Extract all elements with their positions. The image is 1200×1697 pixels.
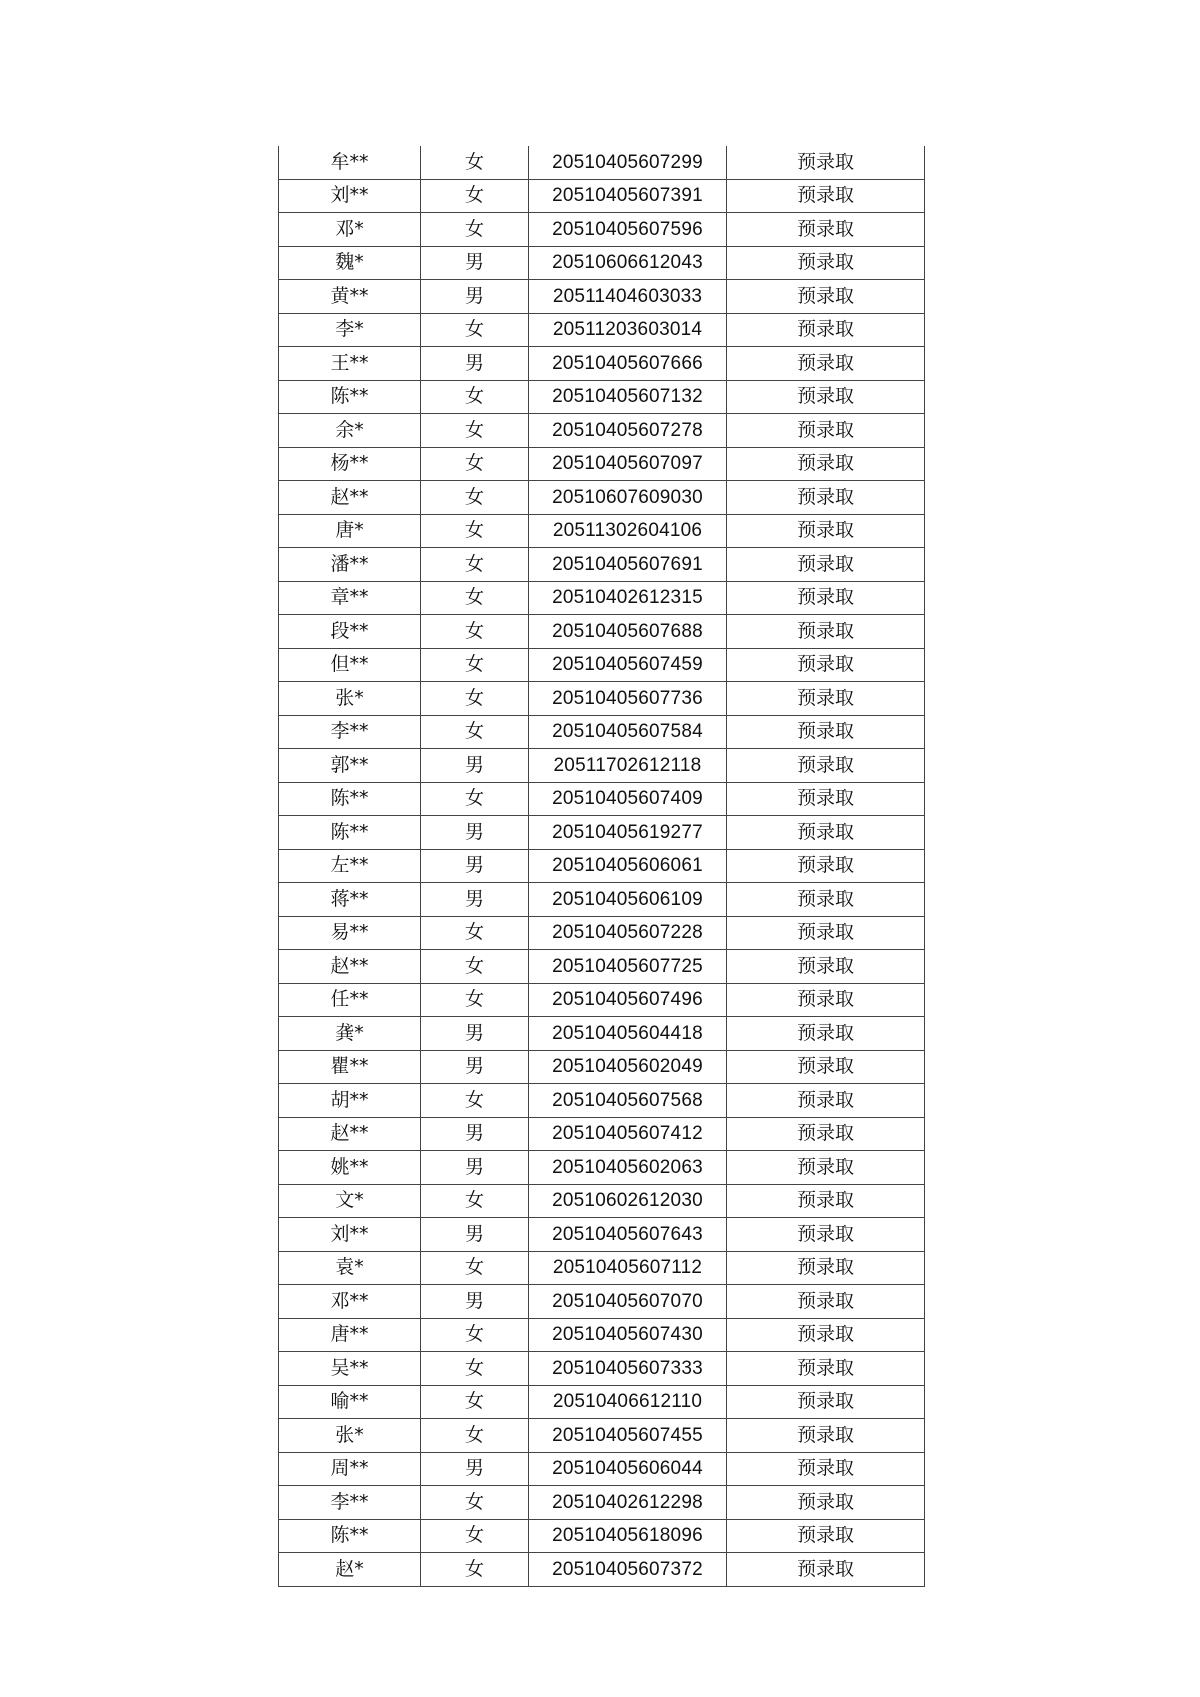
name-cell: 杨** bbox=[279, 447, 421, 481]
gender-cell: 女 bbox=[421, 481, 529, 515]
status-cell: 预录取 bbox=[727, 1251, 925, 1285]
table-row bbox=[279, 1050, 925, 1084]
candidate-id-cell: 20510405607455 bbox=[529, 1419, 727, 1453]
gender-cell: 女 bbox=[421, 950, 529, 984]
status-cell: 预录取 bbox=[727, 782, 925, 816]
table-row bbox=[279, 849, 925, 883]
status-cell: 预录取 bbox=[727, 883, 925, 917]
status-cell: 预录取 bbox=[727, 916, 925, 950]
gender-cell: 女 bbox=[421, 648, 529, 682]
table-row bbox=[279, 347, 925, 381]
table-row bbox=[279, 916, 925, 950]
candidate-id-cell: 20510405607112 bbox=[529, 1251, 727, 1285]
gender-cell: 女 bbox=[421, 1084, 529, 1118]
status-cell: 预录取 bbox=[727, 1486, 925, 1520]
candidate-id-cell: 20510607609030 bbox=[529, 481, 727, 515]
gender-cell: 男 bbox=[421, 1218, 529, 1252]
gender-cell: 女 bbox=[421, 1519, 529, 1553]
candidate-id-cell: 20510405607430 bbox=[529, 1318, 727, 1352]
status-cell: 预录取 bbox=[727, 1184, 925, 1218]
gender-cell: 女 bbox=[421, 313, 529, 347]
status-cell: 预录取 bbox=[727, 447, 925, 481]
name-cell: 蒋** bbox=[279, 883, 421, 917]
table-row bbox=[279, 883, 925, 917]
table-row bbox=[279, 548, 925, 582]
name-cell: 赵** bbox=[279, 481, 421, 515]
status-cell: 预录取 bbox=[727, 280, 925, 314]
name-cell: 邓* bbox=[279, 213, 421, 247]
candidate-id-cell: 20510405607299 bbox=[529, 146, 727, 179]
name-cell: 赵** bbox=[279, 950, 421, 984]
table-row bbox=[279, 179, 925, 213]
candidate-id-cell: 20510405607496 bbox=[529, 983, 727, 1017]
name-cell: 李** bbox=[279, 715, 421, 749]
name-cell: 任** bbox=[279, 983, 421, 1017]
candidate-id-cell: 20511203603014 bbox=[529, 313, 727, 347]
name-cell: 段** bbox=[279, 615, 421, 649]
status-cell: 预录取 bbox=[727, 715, 925, 749]
name-cell: 吴** bbox=[279, 1352, 421, 1386]
table-row bbox=[279, 950, 925, 984]
gender-cell: 男 bbox=[421, 280, 529, 314]
status-cell: 预录取 bbox=[727, 414, 925, 448]
gender-cell: 男 bbox=[421, 347, 529, 381]
gender-cell: 男 bbox=[421, 1285, 529, 1319]
name-cell: 陈** bbox=[279, 816, 421, 850]
gender-cell: 女 bbox=[421, 1184, 529, 1218]
candidate-id-cell: 20510405606109 bbox=[529, 883, 727, 917]
table-row bbox=[279, 1352, 925, 1386]
candidate-id-cell: 20510405602049 bbox=[529, 1050, 727, 1084]
gender-cell: 女 bbox=[421, 146, 529, 179]
status-cell: 预录取 bbox=[727, 1084, 925, 1118]
candidate-id-cell: 20510405604418 bbox=[529, 1017, 727, 1051]
candidate-id-cell: 20510405607584 bbox=[529, 715, 727, 749]
status-cell: 预录取 bbox=[727, 146, 925, 179]
candidate-id-cell: 20511404603033 bbox=[529, 280, 727, 314]
gender-cell: 男 bbox=[421, 1050, 529, 1084]
table-row bbox=[279, 1318, 925, 1352]
candidate-id-cell: 20510405607643 bbox=[529, 1218, 727, 1252]
gender-cell: 女 bbox=[421, 414, 529, 448]
status-cell: 预录取 bbox=[727, 816, 925, 850]
status-cell: 预录取 bbox=[727, 1050, 925, 1084]
status-cell: 预录取 bbox=[727, 1318, 925, 1352]
status-cell: 预录取 bbox=[727, 1218, 925, 1252]
name-cell: 唐* bbox=[279, 514, 421, 548]
gender-cell: 女 bbox=[421, 514, 529, 548]
name-cell: 文* bbox=[279, 1184, 421, 1218]
name-cell: 龚* bbox=[279, 1017, 421, 1051]
candidate-id-cell: 20510405607132 bbox=[529, 380, 727, 414]
table-row bbox=[279, 749, 925, 783]
table-row bbox=[279, 1419, 925, 1453]
gender-cell: 女 bbox=[421, 715, 529, 749]
name-cell: 易** bbox=[279, 916, 421, 950]
table-row bbox=[279, 246, 925, 280]
table-row bbox=[279, 816, 925, 850]
candidate-id-cell: 20510405607372 bbox=[529, 1553, 727, 1587]
table-row bbox=[279, 1519, 925, 1553]
gender-cell: 女 bbox=[421, 916, 529, 950]
gender-cell: 女 bbox=[421, 380, 529, 414]
name-cell: 潘** bbox=[279, 548, 421, 582]
name-cell: 章** bbox=[279, 581, 421, 615]
candidate-id-cell: 20510405607412 bbox=[529, 1117, 727, 1151]
status-cell: 预录取 bbox=[727, 615, 925, 649]
status-cell: 预录取 bbox=[727, 213, 925, 247]
status-cell: 预录取 bbox=[727, 983, 925, 1017]
candidate-id-cell: 20510406612110 bbox=[529, 1385, 727, 1419]
table-row bbox=[279, 782, 925, 816]
status-cell: 预录取 bbox=[727, 1017, 925, 1051]
candidate-id-cell: 20510405602063 bbox=[529, 1151, 727, 1185]
candidate-id-cell: 20510602612030 bbox=[529, 1184, 727, 1218]
gender-cell: 女 bbox=[421, 213, 529, 247]
table-row bbox=[279, 1017, 925, 1051]
gender-cell: 男 bbox=[421, 246, 529, 280]
candidate-id-cell: 20510405607459 bbox=[529, 648, 727, 682]
name-cell: 左** bbox=[279, 849, 421, 883]
table-row bbox=[279, 280, 925, 314]
name-cell: 唐** bbox=[279, 1318, 421, 1352]
status-cell: 预录取 bbox=[727, 749, 925, 783]
candidate-id-cell: 20510405607391 bbox=[529, 179, 727, 213]
candidate-id-cell: 20510405607688 bbox=[529, 615, 727, 649]
status-cell: 预录取 bbox=[727, 1285, 925, 1319]
candidate-id-cell: 20510405618096 bbox=[529, 1519, 727, 1553]
name-cell: 郭** bbox=[279, 749, 421, 783]
candidate-id-cell: 20510405607666 bbox=[529, 347, 727, 381]
name-cell: 陈** bbox=[279, 380, 421, 414]
table-row bbox=[279, 1452, 925, 1486]
gender-cell: 女 bbox=[421, 1352, 529, 1386]
candidate-id-cell: 20511302604106 bbox=[529, 514, 727, 548]
table-row bbox=[279, 1084, 925, 1118]
admission-table bbox=[278, 146, 925, 1587]
candidate-id-cell: 20510405606044 bbox=[529, 1452, 727, 1486]
status-cell: 预录取 bbox=[727, 347, 925, 381]
gender-cell: 女 bbox=[421, 447, 529, 481]
table-row bbox=[279, 481, 925, 515]
table-row bbox=[279, 447, 925, 481]
name-cell: 赵** bbox=[279, 1117, 421, 1151]
status-cell: 预录取 bbox=[727, 179, 925, 213]
name-cell: 陈** bbox=[279, 782, 421, 816]
name-cell: 刘** bbox=[279, 1218, 421, 1252]
name-cell: 姚** bbox=[279, 1151, 421, 1185]
status-cell: 预录取 bbox=[727, 1151, 925, 1185]
name-cell: 袁* bbox=[279, 1251, 421, 1285]
name-cell: 刘** bbox=[279, 179, 421, 213]
name-cell: 黄** bbox=[279, 280, 421, 314]
name-cell: 陈** bbox=[279, 1519, 421, 1553]
gender-cell: 女 bbox=[421, 1318, 529, 1352]
table-row bbox=[279, 682, 925, 716]
candidate-id-cell: 20510405607691 bbox=[529, 548, 727, 582]
table-row bbox=[279, 983, 925, 1017]
gender-cell: 女 bbox=[421, 581, 529, 615]
gender-cell: 女 bbox=[421, 983, 529, 1017]
table-row bbox=[279, 1184, 925, 1218]
status-cell: 预录取 bbox=[727, 950, 925, 984]
name-cell: 魏* bbox=[279, 246, 421, 280]
name-cell: 周** bbox=[279, 1452, 421, 1486]
gender-cell: 女 bbox=[421, 1486, 529, 1520]
gender-cell: 女 bbox=[421, 179, 529, 213]
candidate-id-cell: 20510405619277 bbox=[529, 816, 727, 850]
table-row bbox=[279, 581, 925, 615]
status-cell: 预录取 bbox=[727, 380, 925, 414]
name-cell: 但** bbox=[279, 648, 421, 682]
status-cell: 预录取 bbox=[727, 1519, 925, 1553]
name-cell: 余* bbox=[279, 414, 421, 448]
gender-cell: 男 bbox=[421, 1017, 529, 1051]
gender-cell: 男 bbox=[421, 816, 529, 850]
status-cell: 预录取 bbox=[727, 548, 925, 582]
status-cell: 预录取 bbox=[727, 1419, 925, 1453]
table-row bbox=[279, 146, 925, 179]
gender-cell: 女 bbox=[421, 1419, 529, 1453]
gender-cell: 女 bbox=[421, 1385, 529, 1419]
candidate-id-cell: 20510405607736 bbox=[529, 682, 727, 716]
candidate-id-cell: 20510405607568 bbox=[529, 1084, 727, 1118]
name-cell: 赵* bbox=[279, 1553, 421, 1587]
gender-cell: 女 bbox=[421, 1251, 529, 1285]
status-cell: 预录取 bbox=[727, 246, 925, 280]
gender-cell: 男 bbox=[421, 1151, 529, 1185]
table-row bbox=[279, 615, 925, 649]
table-row bbox=[279, 380, 925, 414]
status-cell: 预录取 bbox=[727, 682, 925, 716]
table-row bbox=[279, 1117, 925, 1151]
candidate-id-cell: 20510402612298 bbox=[529, 1486, 727, 1520]
status-cell: 预录取 bbox=[727, 849, 925, 883]
status-cell: 预录取 bbox=[727, 514, 925, 548]
candidate-id-cell: 20510405607725 bbox=[529, 950, 727, 984]
gender-cell: 女 bbox=[421, 548, 529, 582]
status-cell: 预录取 bbox=[727, 1553, 925, 1587]
table-row bbox=[279, 514, 925, 548]
gender-cell: 男 bbox=[421, 883, 529, 917]
status-cell: 预录取 bbox=[727, 648, 925, 682]
status-cell: 预录取 bbox=[727, 1452, 925, 1486]
table-row bbox=[279, 1151, 925, 1185]
candidate-id-cell: 20510405607097 bbox=[529, 447, 727, 481]
candidate-id-cell: 20510402612315 bbox=[529, 581, 727, 615]
gender-cell: 男 bbox=[421, 1117, 529, 1151]
status-cell: 预录取 bbox=[727, 581, 925, 615]
candidate-id-cell: 20510405607070 bbox=[529, 1285, 727, 1319]
gender-cell: 女 bbox=[421, 1553, 529, 1587]
table-body bbox=[279, 146, 925, 1586]
candidate-id-cell: 20510405607596 bbox=[529, 213, 727, 247]
name-cell: 瞿** bbox=[279, 1050, 421, 1084]
name-cell: 牟** bbox=[279, 146, 421, 179]
name-cell: 王** bbox=[279, 347, 421, 381]
candidate-id-cell: 20511702612118 bbox=[529, 749, 727, 783]
name-cell: 李** bbox=[279, 1486, 421, 1520]
gender-cell: 女 bbox=[421, 682, 529, 716]
candidate-id-cell: 20510606612043 bbox=[529, 246, 727, 280]
candidate-id-cell: 20510405607409 bbox=[529, 782, 727, 816]
name-cell: 李* bbox=[279, 313, 421, 347]
table-row bbox=[279, 313, 925, 347]
gender-cell: 男 bbox=[421, 1452, 529, 1486]
status-cell: 预录取 bbox=[727, 481, 925, 515]
candidate-id-cell: 20510405607278 bbox=[529, 414, 727, 448]
status-cell: 预录取 bbox=[727, 1352, 925, 1386]
status-cell: 预录取 bbox=[727, 1117, 925, 1151]
candidate-id-cell: 20510405607333 bbox=[529, 1352, 727, 1386]
table-row bbox=[279, 1385, 925, 1419]
candidate-id-cell: 20510405607228 bbox=[529, 916, 727, 950]
table-row bbox=[279, 414, 925, 448]
table-row bbox=[279, 213, 925, 247]
table-row bbox=[279, 648, 925, 682]
gender-cell: 男 bbox=[421, 849, 529, 883]
gender-cell: 男 bbox=[421, 749, 529, 783]
table-row bbox=[279, 1251, 925, 1285]
name-cell: 喻** bbox=[279, 1385, 421, 1419]
status-cell: 预录取 bbox=[727, 313, 925, 347]
table-row bbox=[279, 1285, 925, 1319]
table-row bbox=[279, 1486, 925, 1520]
table-row bbox=[279, 715, 925, 749]
name-cell: 胡** bbox=[279, 1084, 421, 1118]
name-cell: 邓** bbox=[279, 1285, 421, 1319]
table-row bbox=[279, 1553, 925, 1587]
gender-cell: 女 bbox=[421, 615, 529, 649]
candidate-id-cell: 20510405606061 bbox=[529, 849, 727, 883]
status-cell: 预录取 bbox=[727, 1385, 925, 1419]
table-row bbox=[279, 1218, 925, 1252]
name-cell: 张* bbox=[279, 682, 421, 716]
gender-cell: 女 bbox=[421, 782, 529, 816]
name-cell: 张* bbox=[279, 1419, 421, 1453]
